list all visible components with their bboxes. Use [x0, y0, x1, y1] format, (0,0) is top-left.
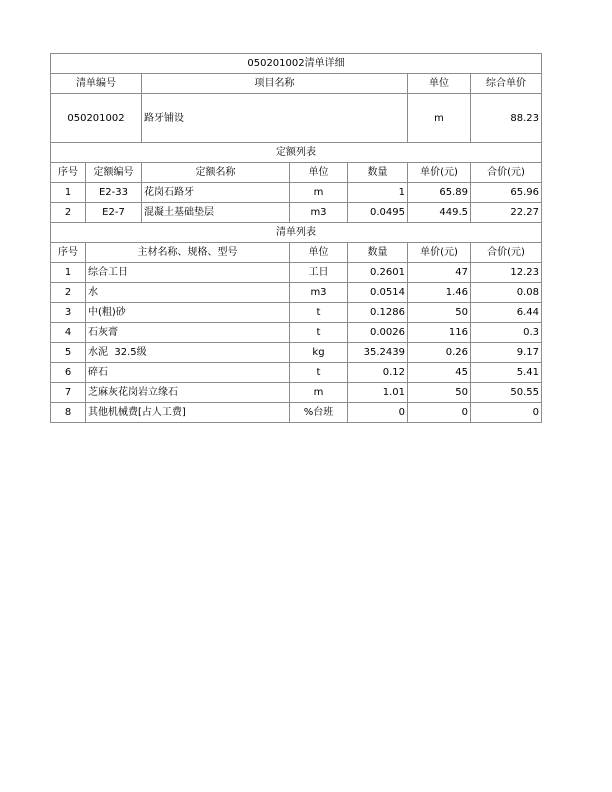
- material-index: 2: [51, 283, 86, 303]
- quota-index: 1: [51, 183, 86, 203]
- material-total-price: 50.55: [471, 383, 542, 403]
- material-header-cell: 数量: [348, 243, 408, 263]
- material-quantity: 0.0026: [348, 323, 408, 343]
- quota-total-price: 65.96: [471, 183, 542, 203]
- item-row: [51, 94, 542, 143]
- quota-section-title-row: [51, 143, 542, 163]
- material-row: [51, 343, 542, 363]
- material-quantity: 0: [348, 403, 408, 423]
- material-row: [51, 403, 542, 423]
- quota-header-cell: 合价(元): [471, 163, 542, 183]
- material-name: 综合工日: [86, 263, 290, 283]
- material-unit-price: 50: [408, 383, 471, 403]
- material-name: 石灰膏: [86, 323, 290, 343]
- material-row: [51, 323, 542, 343]
- material-unit-price: 0: [408, 403, 471, 423]
- material-name: 碎石: [86, 363, 290, 383]
- material-unit-price: 50: [408, 303, 471, 323]
- material-quantity: 0.0514: [348, 283, 408, 303]
- quota-header-cell: 数量: [348, 163, 408, 183]
- material-total-price: 5.41: [471, 363, 542, 383]
- material-unit-price: 1.46: [408, 283, 471, 303]
- quota-quantity: 1: [348, 183, 408, 203]
- quota-unit-price: 449.5: [408, 203, 471, 223]
- material-total-price: 6.44: [471, 303, 542, 323]
- item-unit: m: [408, 94, 471, 143]
- code-label: 清单编号: [51, 74, 142, 94]
- material-unit-price: 116: [408, 323, 471, 343]
- quota-header-cell: 序号: [51, 163, 86, 183]
- item-code: 050201002: [51, 94, 142, 143]
- material-unit-price: 47: [408, 263, 471, 283]
- material-unit: m3: [290, 283, 348, 303]
- material-unit: t: [290, 323, 348, 343]
- quota-row: [51, 203, 542, 223]
- material-unit: m: [290, 383, 348, 403]
- name-label: 项目名称: [142, 74, 408, 94]
- price-label: 综合单价: [471, 74, 542, 94]
- material-unit-price: 0.26: [408, 343, 471, 363]
- material-row: [51, 283, 542, 303]
- material-header-cell: 序号: [51, 243, 86, 263]
- material-header-cell: 单价(元): [408, 243, 471, 263]
- material-index: 6: [51, 363, 86, 383]
- material-total-price: 0.08: [471, 283, 542, 303]
- material-unit: %台班: [290, 403, 348, 423]
- material-section-title: 清单列表: [51, 223, 542, 243]
- quota-code: E2-33: [86, 183, 142, 203]
- material-total-price: 0.3: [471, 323, 542, 343]
- material-index: 8: [51, 403, 86, 423]
- quota-unit: m: [290, 183, 348, 203]
- material-section-title-row: [51, 223, 542, 243]
- material-name: 其他机械费[占人工费]: [86, 403, 290, 423]
- material-quantity: 0.1286: [348, 303, 408, 323]
- quota-name: 花岗石路牙: [142, 183, 290, 203]
- table-title: 050201002清单详细: [51, 54, 542, 74]
- material-quantity: 35.2439: [348, 343, 408, 363]
- material-quantity: 0.2601: [348, 263, 408, 283]
- title-row: [51, 54, 542, 74]
- quota-total-price: 22.27: [471, 203, 542, 223]
- material-unit-price: 45: [408, 363, 471, 383]
- material-total-price: 0: [471, 403, 542, 423]
- material-header-cell: 合价(元): [471, 243, 542, 263]
- material-index: 1: [51, 263, 86, 283]
- material-name: 水泥 32.5级: [86, 343, 290, 363]
- material-row: [51, 303, 542, 323]
- material-header-row: [51, 243, 542, 263]
- material-name: 芝麻灰花岗岩立缘石: [86, 383, 290, 403]
- material-unit: 工日: [290, 263, 348, 283]
- quota-index: 2: [51, 203, 86, 223]
- material-name: 水: [86, 283, 290, 303]
- quota-quantity: 0.0495: [348, 203, 408, 223]
- material-quantity: 1.01: [348, 383, 408, 403]
- material-unit: t: [290, 363, 348, 383]
- quota-section-title: 定额列表: [51, 143, 542, 163]
- header-row: [51, 74, 542, 94]
- quota-header-cell: 定额编号: [86, 163, 142, 183]
- material-total-price: 9.17: [471, 343, 542, 363]
- material-row: [51, 363, 542, 383]
- material-row: [51, 383, 542, 403]
- material-index: 7: [51, 383, 86, 403]
- item-price: 88.23: [471, 94, 542, 143]
- quota-header-cell: 定额名称: [142, 163, 290, 183]
- material-index: 3: [51, 303, 86, 323]
- material-quantity: 0.12: [348, 363, 408, 383]
- material-total-price: 12.23: [471, 263, 542, 283]
- material-unit: kg: [290, 343, 348, 363]
- quota-code: E2-7: [86, 203, 142, 223]
- bill-detail-table: [50, 53, 542, 423]
- material-name: 中(粗)砂: [86, 303, 290, 323]
- quota-header-cell: 单价(元): [408, 163, 471, 183]
- material-index: 5: [51, 343, 86, 363]
- quota-unit: m3: [290, 203, 348, 223]
- material-unit: t: [290, 303, 348, 323]
- quota-header-row: [51, 163, 542, 183]
- material-index: 4: [51, 323, 86, 343]
- quota-unit-price: 65.89: [408, 183, 471, 203]
- item-name: 路牙铺设: [142, 94, 408, 143]
- quota-row: [51, 183, 542, 203]
- material-row: [51, 263, 542, 283]
- material-header-cell: 主材名称、规格、型号: [86, 243, 290, 263]
- quota-name: 混凝土基础垫层: [142, 203, 290, 223]
- material-header-cell: 单位: [290, 243, 348, 263]
- unit-label: 单位: [408, 74, 471, 94]
- quota-header-cell: 单位: [290, 163, 348, 183]
